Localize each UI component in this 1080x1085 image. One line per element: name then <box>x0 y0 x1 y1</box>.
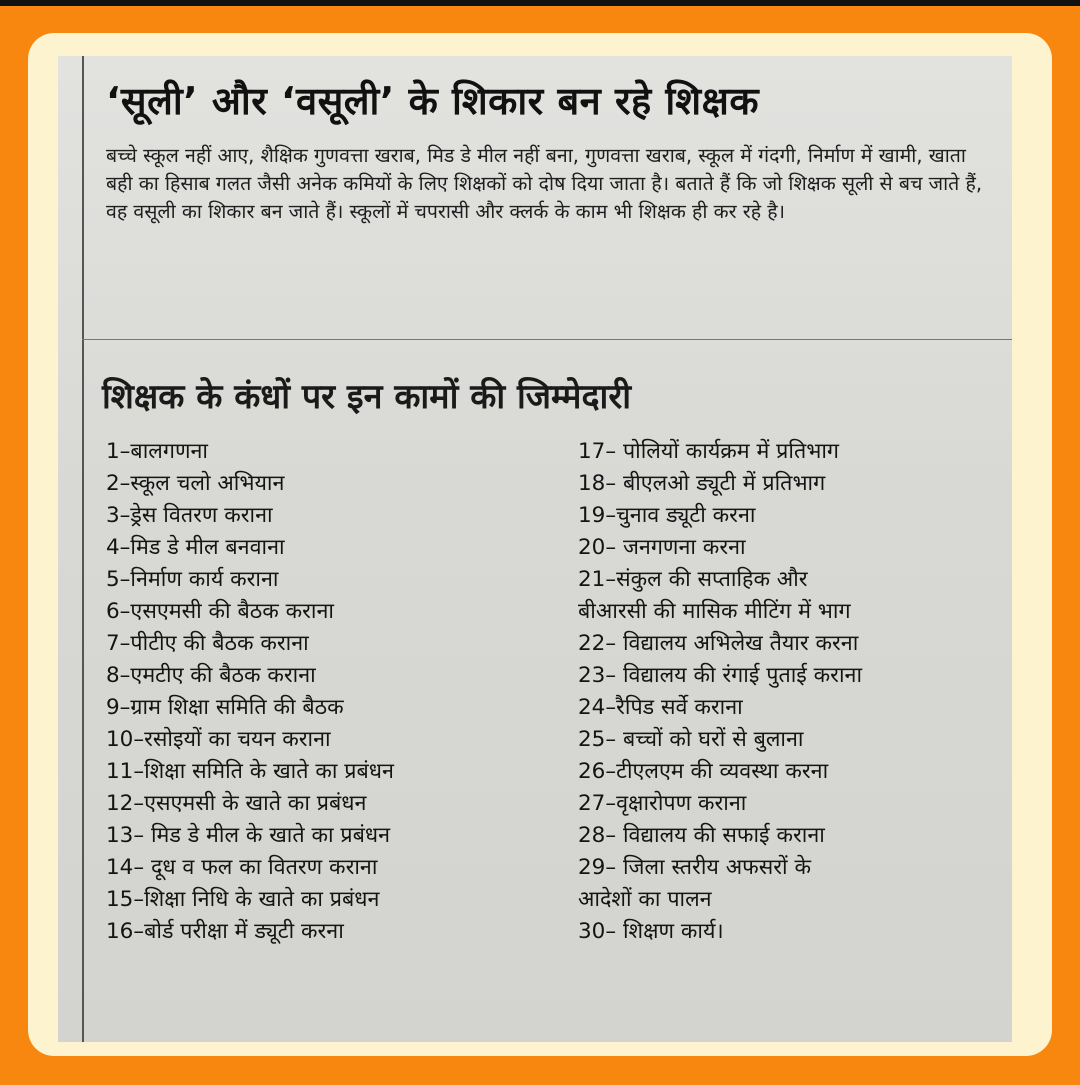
duty-item: 26–टीएलएम की व्यवस्था करना <box>578 759 829 784</box>
duty-item-continued: बीआरसी की मासिक मीटिंग में भाग <box>578 599 851 624</box>
headline: ‘सूली’ और ‘वसूली’ के शिकार बन रहे शिक्षक <box>106 79 760 123</box>
duty-item: 14– दूध व फल का वितरण कराना <box>106 855 378 880</box>
duty-item: 27–वृक्षारोपण कराना <box>578 791 747 816</box>
duties-subheading: शिक्षक के कंधों पर इन कामों की जिम्मेदारी <box>102 377 632 417</box>
duty-item: 19–चुनाव ड्यूटी करना <box>578 503 756 528</box>
duty-item: 11–शिक्षा समिति के खाते का प्रबंधन <box>106 759 394 784</box>
duty-item: 9–ग्राम शिक्षा समिति की बैठक <box>106 695 344 720</box>
duty-item: 12–एसएमसी के खाते का प्रबंधन <box>106 791 367 816</box>
duty-item-continued: आदेशों का पालन <box>578 887 712 912</box>
duty-item: 6–एसएमसी की बैठक कराना <box>106 599 334 624</box>
duty-item: 30– शिक्षण कार्य। <box>578 919 724 944</box>
duty-item: 23– विद्यालय की रंगाई पुताई कराना <box>578 663 863 688</box>
duty-item: 29– जिला स्तरीय अफसरों के <box>578 855 811 880</box>
duty-item: 5–निर्माण कार्य कराना <box>106 567 279 592</box>
duty-item: 8–एमटीए की बैठक कराना <box>106 663 316 688</box>
duty-item: 24–रैपिड सर्वे कराना <box>578 695 743 720</box>
duty-item: 16–बोर्ड परीक्षा में ड्यूटी करना <box>106 919 344 944</box>
duty-item: 22– विद्यालय अभिलेख तैयार करना <box>578 631 859 656</box>
duties-list-right <box>578 436 1008 948</box>
duties-list-left <box>106 436 526 948</box>
duty-item: 18– बीएलओ ड्यूटी में प्रतिभाग <box>578 471 826 496</box>
duty-item: 15–शिक्षा निधि के खाते का प्रबंधन <box>106 887 380 912</box>
column-rule-vertical <box>82 56 84 1042</box>
newspaper-clipping <box>58 56 1012 1042</box>
duty-item: 3–ड्रेस वितरण कराना <box>106 503 273 528</box>
section-divider <box>82 339 1012 340</box>
duty-item: 17– पोलियों कार्यक्रम में प्रतिभाग <box>578 439 840 464</box>
summary-paragraph: बच्चे स्कूल नहीं आए, शैक्षिक गुणवत्ता खराब, मिड डे मील नहीं बना, गुणवत्ता खराब, स्कूल में गंदगी, निर्माण में खामी, खाता बही का हिसाब गलत जैसी अनेक कमियों के लिए शिक्षकों को दोष दिया जाता है। बताते हैं कि जो शिक्षक सूली से बच जाते हैं, वह वसूली का शिकार बन जाते हैं। स्कूलों में चपरासी और क्लर्क के काम भी शिक्षक ही कर रहे है। <box>106 144 983 223</box>
duty-item: 10–रसोइयों का चयन कराना <box>106 727 331 752</box>
duty-item: 21–संकुल की सप्ताहिक और <box>578 567 808 592</box>
duty-item: 1–बालगणना <box>106 439 209 464</box>
duty-item: 7–पीटीए की बैठक कराना <box>106 631 309 656</box>
duty-item: 20– जनगणना करना <box>578 535 746 560</box>
duty-item: 25– बच्चों को घरों से बुलाना <box>578 727 804 752</box>
duty-item: 4–मिड डे मील बनवाना <box>106 535 285 560</box>
duty-item: 2–स्कूल चलो अभियान <box>106 471 285 496</box>
duty-item: 13– मिड डे मील के खाते का प्रबंधन <box>106 823 391 848</box>
top-edge-bar <box>0 0 1080 6</box>
duty-item: 28– विद्यालय की सफाई कराना <box>578 823 825 848</box>
